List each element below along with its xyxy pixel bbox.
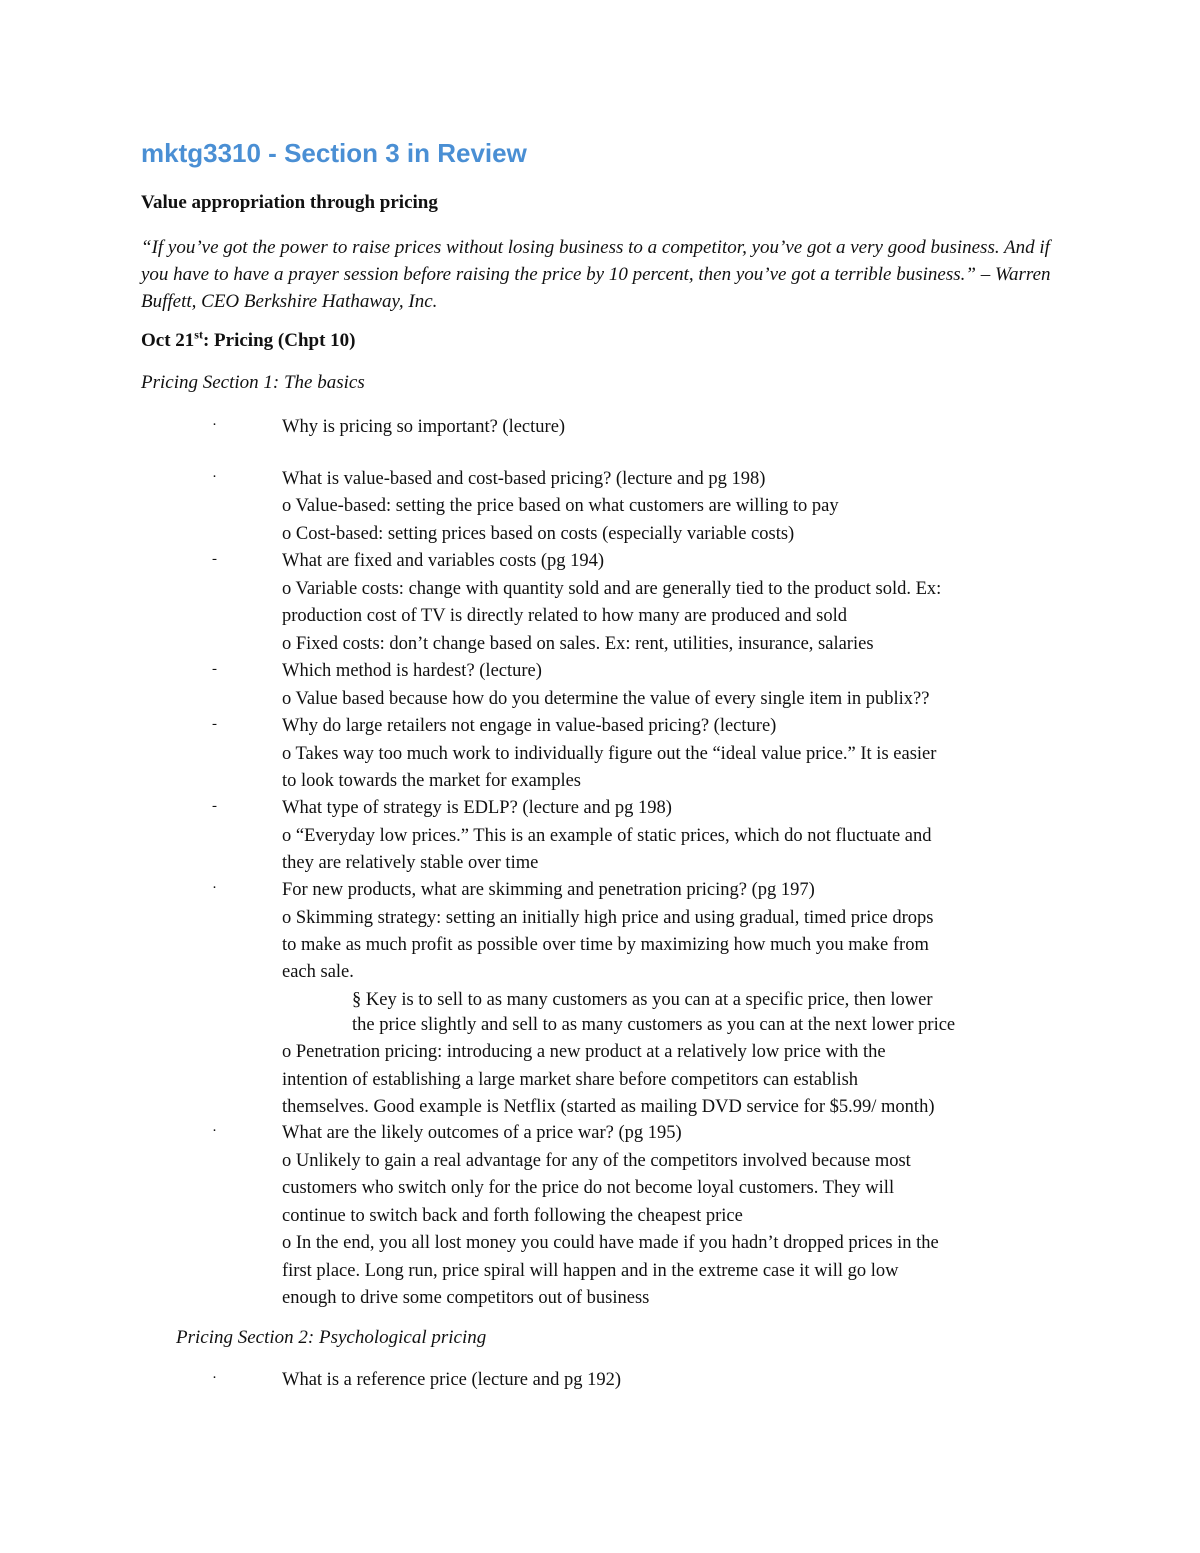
list-item: o Unlikely to gain a real advantage for any of the competitors involved because most xyxy=(282,1151,911,1171)
list-item: o Value-based: setting the price based on what customers are willing to pay xyxy=(282,496,839,516)
list-item: to make as much profit as possible over time by maximizing how much you make from xyxy=(282,935,929,955)
list-item: o Value based because how do you determine the value of every single item in publix?? xyxy=(282,689,930,709)
list-item: first place. Long run, price spiral will happen and in the extreme case it will go low xyxy=(282,1261,899,1281)
list-item: What is a reference price (lecture and pg 192) xyxy=(282,1370,621,1390)
list-item: o In the end, you all lost money you could have made if you hadn’t dropped prices in the xyxy=(282,1233,939,1253)
bullet-marker: · xyxy=(212,469,217,485)
bullet-marker: · xyxy=(212,880,217,896)
list-item: o Cost-based: setting prices based on costs (especially variable costs) xyxy=(282,524,795,544)
list-item: § Key is to sell to as many customers as you can at a specific price, then lower xyxy=(352,990,933,1010)
list-item: o Fixed costs: don’t change based on sales. Ex: rent, utilities, insurance, salaries xyxy=(282,634,874,654)
list-item: For new products, what are skimming and penetration pricing? (pg 197) xyxy=(282,880,815,900)
list-item: customers who switch only for the price do not become loyal customers. They will xyxy=(282,1178,895,1198)
list-item: each sale. xyxy=(282,962,354,982)
bullet-marker: - xyxy=(212,798,217,814)
list-item: continue to switch back and forth following the cheapest price xyxy=(282,1206,743,1226)
list-item: What is value-based and cost-based pricing? (lecture and pg 198) xyxy=(282,469,766,489)
bullet-marker: · xyxy=(212,1370,217,1386)
list-item: o Takes way too much work to individually figure out the “ideal value price.” It is easier xyxy=(282,744,937,764)
quote: “If you’ve got the power to raise prices without losing business to a competitor, you’ve got a very good business. And if you have to have a prayer session before raising the price by 10 percent, then you’ve got a terrible business.” – Warren Buffett, CEO Berkshire Hathaway, Inc. xyxy=(141,237,1051,312)
bullet-marker: - xyxy=(212,661,217,677)
list-item: Which method is hardest? (lecture) xyxy=(282,661,542,681)
list-item: o Penetration pricing: introducing a new product at a relatively low price with the xyxy=(282,1042,886,1062)
date-heading-prefix: Oct 21 xyxy=(141,330,195,351)
page-title: mktg3310 - Section 3 in Review xyxy=(141,138,527,168)
list-item: o Variable costs: change with quantity sold and are generally tied to the product sold. Ex: xyxy=(282,579,942,599)
list-item: What type of strategy is EDLP? (lecture and pg 198) xyxy=(282,798,672,818)
date-heading-sup: st xyxy=(194,327,203,342)
bullet-marker: - xyxy=(212,716,217,732)
list-item: What are fixed and variables costs (pg 194) xyxy=(282,551,605,571)
list-item: What are the likely outcomes of a price war? (pg 195) xyxy=(282,1123,682,1143)
bullet-marker: - xyxy=(212,551,217,567)
list-item: production cost of TV is directly related to how many are produced and sold xyxy=(282,606,847,626)
list-item: they are relatively stable over time xyxy=(282,853,539,873)
section-2-heading: Pricing Section 2: Psychological pricing xyxy=(176,1327,487,1348)
section-1-heading: Pricing Section 1: The basics xyxy=(141,372,365,393)
list-item: enough to drive some competitors out of business xyxy=(282,1288,650,1308)
list-item: Why is pricing so important? (lecture) xyxy=(282,417,566,437)
subtitle: Value appropriation through pricing xyxy=(141,192,438,213)
list-item: o “Everyday low prices.” This is an example of static prices, which do not fluctuate and xyxy=(282,826,932,846)
list-item: Why do large retailers not engage in value-based pricing? (lecture) xyxy=(282,716,777,736)
list-item: o Skimming strategy: setting an initially high price and using gradual, timed price drops xyxy=(282,908,934,928)
bullet-marker: · xyxy=(212,1123,217,1139)
list-item: themselves. Good example is Netflix (started as mailing DVD service for $5.99/ month) xyxy=(282,1097,935,1117)
list-item: to look towards the market for examples xyxy=(282,771,581,791)
date-heading xyxy=(141,327,356,352)
list-item: the price slightly and sell to as many customers as you can at the next lower price xyxy=(352,1015,956,1035)
bullet-marker: · xyxy=(212,417,217,433)
list-item: intention of establishing a large market share before competitors can establish xyxy=(282,1070,859,1090)
date-heading-suffix: : Pricing (Chpt 10) xyxy=(202,330,356,351)
